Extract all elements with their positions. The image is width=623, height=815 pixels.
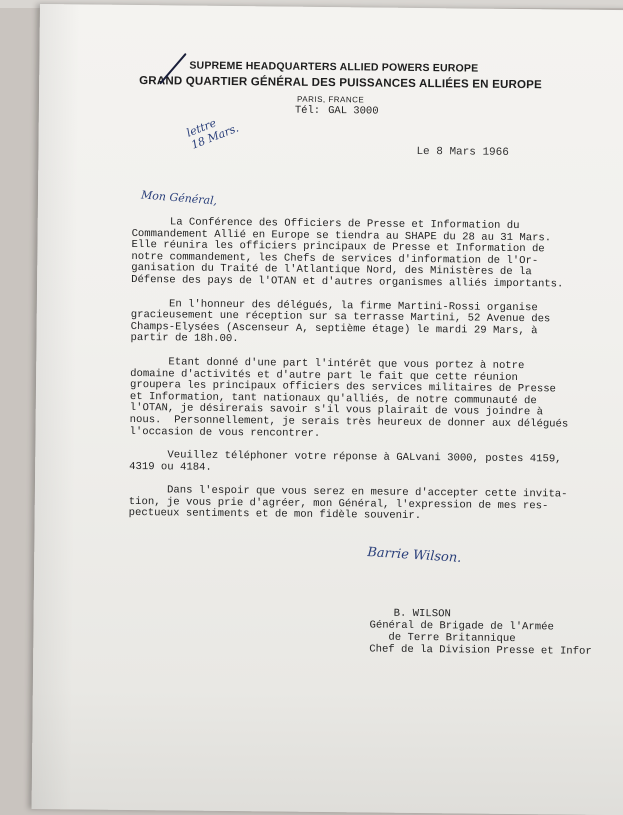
paragraph-telephone: Veuillez téléphoner votre réponse à GALvani 3000, postes 4159, 4319 ou 4184. [129, 449, 562, 474]
letterhead-french: GRAND QUARTIER GÉNÉRAL DES PUISSANCES ALLIÉES EN EUROPE [139, 75, 542, 92]
telephone-number: GAL 3000 [328, 105, 379, 118]
paragraph-reception: En l'honneur des délégués, la firme Martini-Rossi organise gracieusement une réception sur sa terrasse Martini, 52 Avenue des Champs-Elysées (Ascenseur A, septième étage) le mardi 29 Mars, à partir de 18h.00. [130, 297, 551, 346]
paragraph-closing: Dans l'espoir que vous serez en mesure d'accepter cette invita- tion, je vous prie d'agréer, mon Général, l'expression de mes res- pectueux sentiments et de mon fidèle souvenir. [128, 484, 568, 523]
signatory-title-3: Chef de la Division Presse et Infor [369, 643, 592, 658]
signatory-name: B. WILSON [393, 607, 451, 621]
letterhead-location: PARIS, FRANCE [296, 94, 365, 105]
signatory-title-1: Général de Brigade de l'Armée [369, 619, 554, 634]
paragraph-conference: La Conférence des Officiers de Presse et Information du Commandement Allié en Europe se tiendra au SHAPE du 28 au 31 Mars. Elle réunira les officiers principaux de Presse et Information de notre commandement, les Chefs de services d'information de l'Or- ganisation du Traité de l'Atlantique Nord, des Ministères de la Défense des pays de l'OTAN et d'autres organismes alliés importants. [131, 215, 564, 291]
letterhead-telephone [295, 105, 379, 118]
letter-body [128, 217, 623, 537]
paragraph-invitation: Etant donné d'une part l'intérêt que vous portez à notre domaine d'activités et d'autre part le fait que cette réunion groupera les principaux officiers des services militaires de Presse et Information, tant nationaux qu'alliés, de notre communauté de l'OTAN, je désirerais savoir s'il vous plairait de vous joindre à nous. Personnellement, je serais très heureux de donner aux délégués l'occasion de vous rencontrer. [129, 355, 569, 440]
signatory-title-2: de Terre Britannique [369, 631, 516, 646]
telephone-label: Tél: [294, 104, 321, 117]
handwritten-signature: Barrie Wilson. [366, 545, 462, 566]
letterhead-english: SUPREME HEADQUARTERS ALLIED POWERS EUROPE [189, 59, 479, 75]
handwritten-annotation: lettre 18 Mars. [184, 116, 241, 152]
letter-page [32, 4, 623, 815]
signatory-block [369, 607, 592, 657]
letter-date: Le 8 Mars 1966 [416, 145, 509, 159]
salutation: Mon Général, [140, 188, 218, 208]
page-shadow [32, 4, 80, 809]
